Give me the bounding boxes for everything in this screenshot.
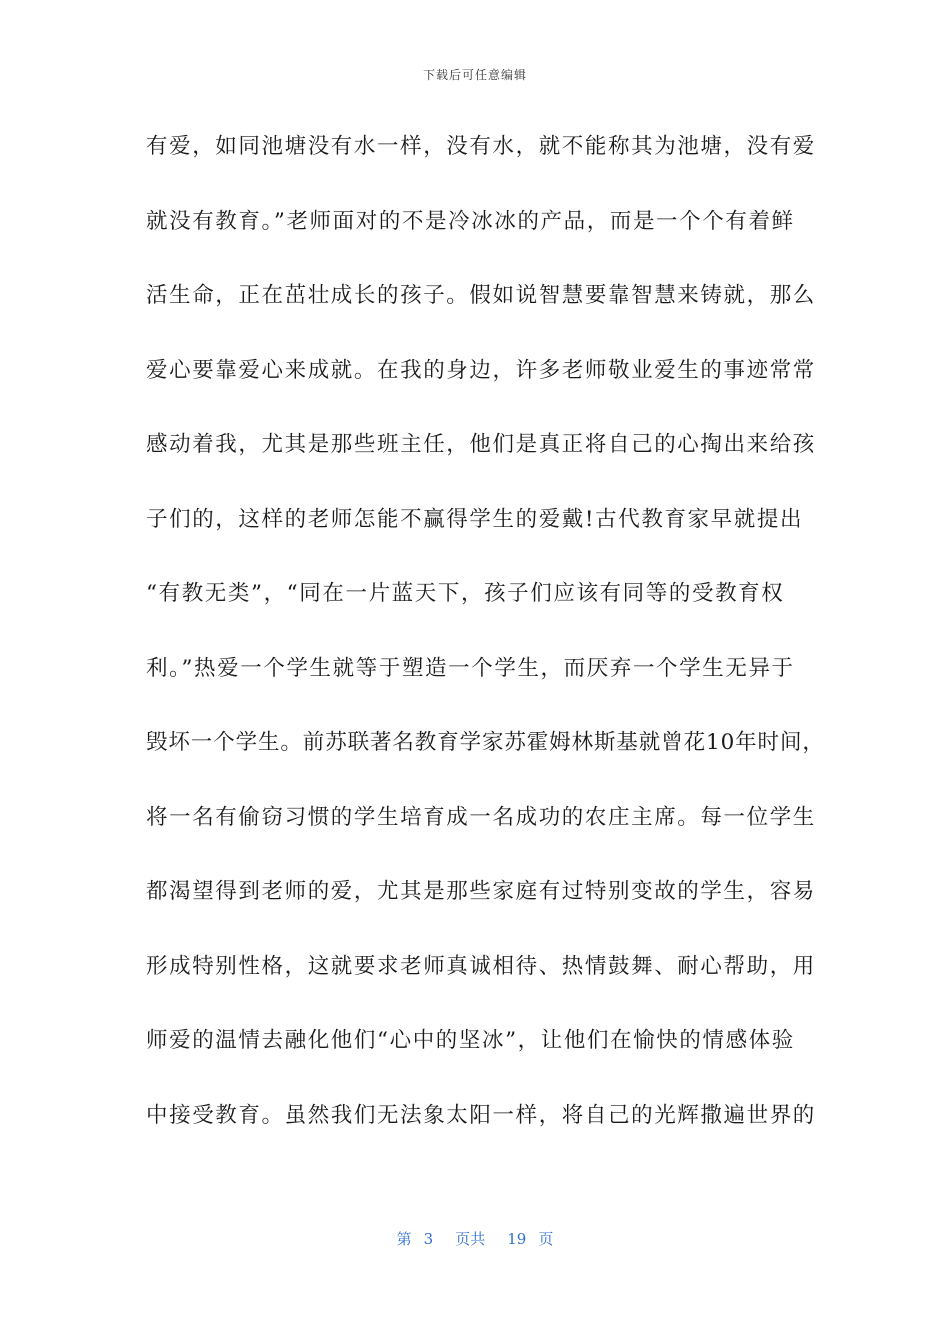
body-line: 形成特别性格，这就要求老师真诚相待、热情鼓舞、耐心帮助，用: [146, 953, 816, 979]
body-line: 都渴望得到老师的爱，尤其是那些家庭有过特别变故的学生，容易: [146, 879, 816, 904]
body-line: 有爱，如同池塘没有水一样，没有水，就不能称其为池塘，没有爱: [146, 134, 816, 159]
body-line: 子们的，这样的老师怎能不赢得学生的爱戴!古代教育家早就提出: [146, 506, 804, 532]
body-line: “有教无类”，“同在一片蓝天下，孩子们应该有同等的受教育权: [146, 581, 785, 606]
body-line: 爱心要靠爱心来成就。在我的身边，许多老师敬业爱生的事迹常常: [146, 357, 816, 383]
body-line: 利。”热爱一个学生就等于塑造一个学生，而厌弃一个学生无异于: [146, 655, 795, 681]
body-line: 就没有教育。”老师面对的不是冷冰冰的产品，而是一个个有着鲜: [146, 208, 795, 234]
footer-prefix: 第: [396, 1230, 412, 1248]
total-pages-number: 19: [507, 1230, 527, 1248]
body-line: 毁坏一个学生。前苏联著名教育学家苏霍姆林斯基就曾花10年时间，: [146, 730, 825, 755]
footer-suffix: 页: [538, 1230, 554, 1248]
footer-middle: 页共: [455, 1230, 486, 1248]
page-number-footer: [0, 1228, 950, 1249]
body-line: 感动着我，尤其是那些班主任，他们是真正将自己的心掏出来给孩: [146, 432, 816, 457]
body-line: 活生命，正在茁壮成长的孩子。假如说智慧要靠智慧来铸就，那么: [146, 283, 816, 308]
page-header-note: 下载后可任意编辑: [422, 68, 527, 82]
body-line: 师爱的温情去融化他们“心中的坚冰”，让他们在愉快的情感体验: [146, 1028, 795, 1053]
current-page-number: 3: [423, 1230, 434, 1248]
body-line: 将一名有偷窃习惯的学生培育成一名成功的农庄主席。每一位学生: [146, 804, 816, 830]
document-body: [146, 126, 825, 1169]
body-line: 中接受教育。虽然我们无法象太阳一样，将自己的光辉撒遍世界的: [146, 1102, 816, 1128]
